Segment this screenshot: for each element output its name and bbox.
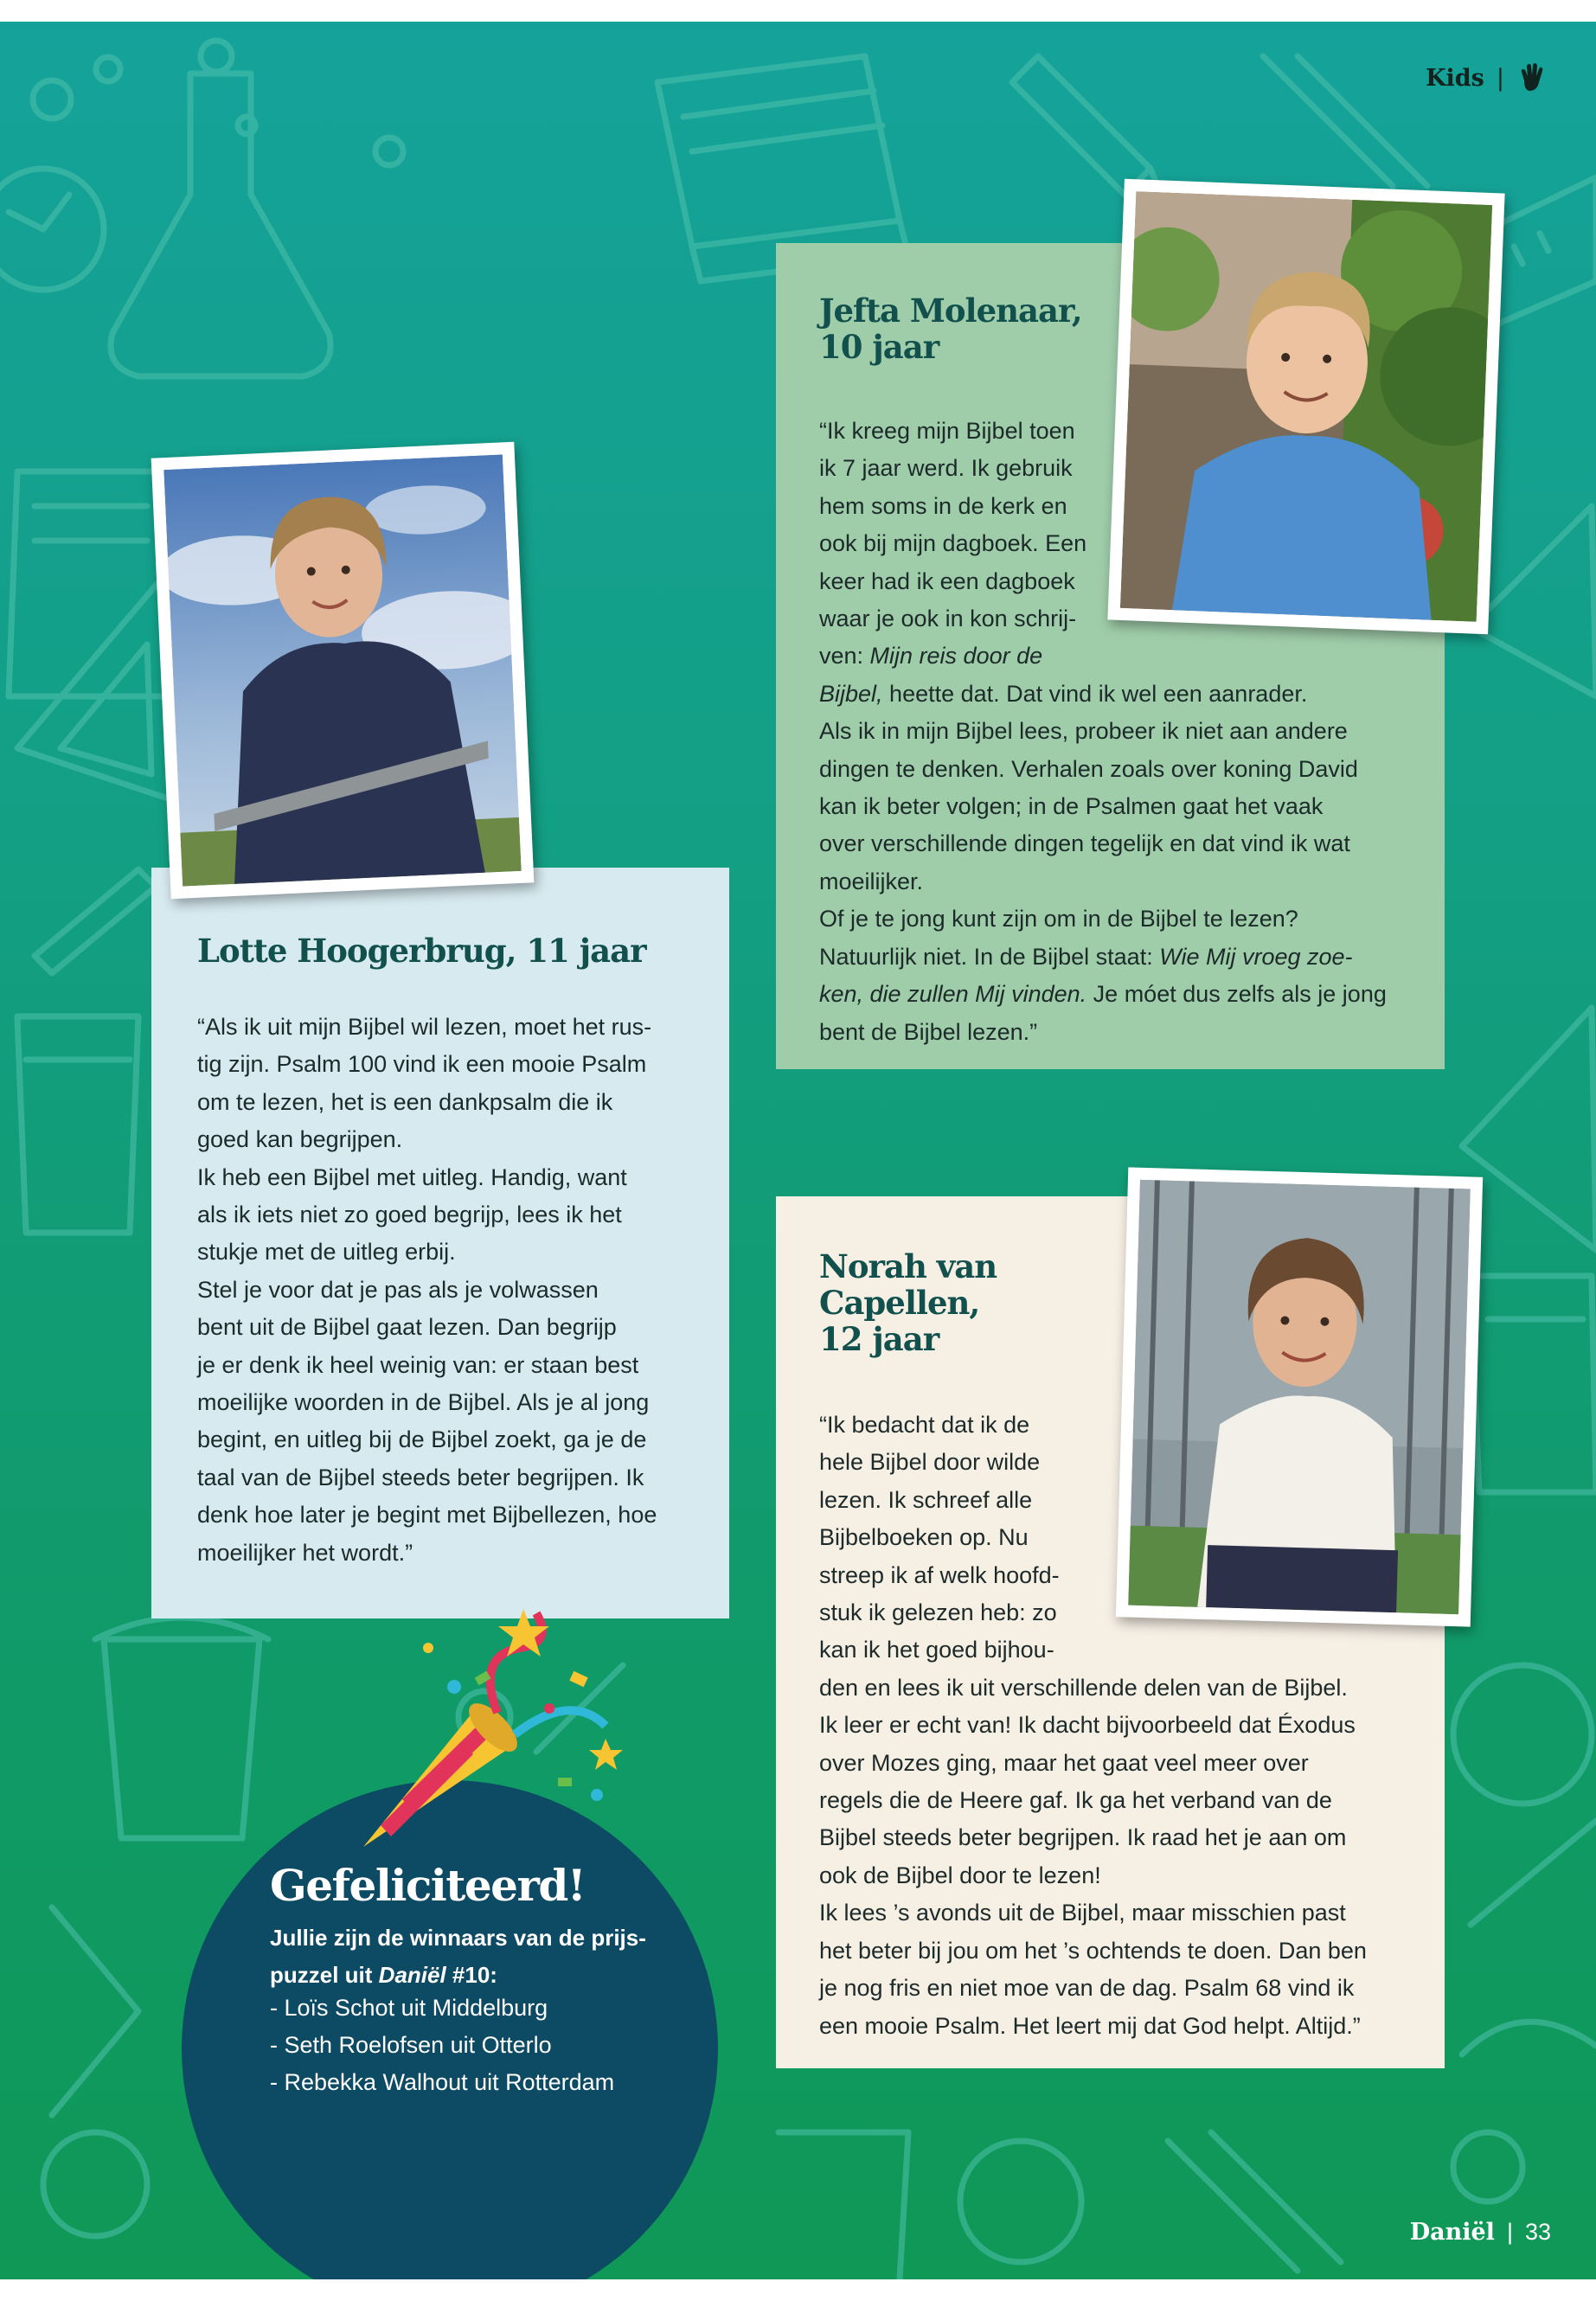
congrats-title: Gefeliciteerd! [270, 1860, 586, 1911]
jefta-photo [1107, 179, 1504, 635]
norah-quote-line: Bijbel steeds beter begrijpen. Ik raad het je aan om [819, 1824, 1347, 1851]
norah-name-heading [819, 1248, 997, 1357]
norah-quote-line: “Ik bedacht dat ik de [819, 1412, 1030, 1438]
norah-name-line-2: Capellen, [819, 1284, 980, 1322]
intro-fragment: #10: [445, 1962, 497, 1988]
jefta-quote-line: ik 7 jaar werd. Ik gebruik [819, 455, 1073, 482]
lotte-quote-line: als ik iets niet zo goed begrijp, lees ik het [197, 1202, 622, 1228]
jefta-quote-line [819, 676, 1387, 713]
jefta-quote-line [819, 939, 1387, 976]
jefta-quote-fragment: Je móet dus zelfs als je jong [1086, 981, 1387, 1008]
norah-quote-line: lezen. Ik schreef alle [819, 1486, 1033, 1513]
norah-quote-line: hele Bijbel door wilde [819, 1449, 1041, 1476]
jefta-quote-line: ook bij mijn dagboek. Een [819, 530, 1087, 557]
jefta-name-line-1: Jefta Molenaar, [819, 292, 1082, 330]
norah-quote-line: over Mozes ging, maar het gaat veel meer over [819, 1749, 1309, 1776]
page-footer [1410, 2219, 1551, 2246]
lotte-photo [151, 442, 535, 900]
lotte-quote-line: moeilijke woorden in de Bijbel. Als je al jong [197, 1389, 650, 1416]
norah-photo [1116, 1167, 1483, 1626]
lotte-quote-line: moeilijker het wordt.” [197, 1539, 413, 1566]
lotte-quote-line: je er denk ik heel weinig van: er staan best [197, 1351, 639, 1378]
footer-separator: | [1506, 2219, 1513, 2245]
lotte-quote-line: denk hoe later je begint met Bijbellezen, hoe [197, 1502, 657, 1529]
congrats-intro [270, 1920, 646, 1994]
jefta-quote-line [819, 976, 1387, 1013]
norah-quote-line: Bijbelboeken op. Nu [819, 1524, 1029, 1551]
jefta-quote-line: “Ik kreeg mijn Bijbel toen [819, 418, 1075, 444]
header-separator: | [1496, 64, 1504, 92]
lotte-portrait-image [163, 454, 521, 886]
jefta-quote-line: bent de Bijbel lezen.” [819, 1018, 1038, 1045]
norah-quote-line: ook de Bijbel door te lezen! [819, 1862, 1101, 1888]
lotte-quote-line: “Als ik uit mijn Bijbel wil lezen, moet het rus- [197, 1014, 652, 1040]
bible-citation-italic: ken, die zullen Mij vinden. [819, 981, 1087, 1008]
norah-name-line-1: Norah van [819, 1247, 997, 1285]
jefta-quote-line: Als ik in mijn Bijbel lees, probeer ik niet aan andere [819, 718, 1348, 745]
jefta-name-line-2: 10 jaar [819, 328, 939, 366]
norah-quote-line: Ik lees ’s avonds uit de Bijbel, maar misschien past [819, 1900, 1346, 1926]
jefta-quote-line: over verschillende dingen tegelijk en dat vind ik wat [819, 830, 1350, 857]
jefta-quote-line: dingen te denken. Verhalen zoals over koning David [819, 755, 1358, 782]
book-title-italic: Mijn reis door de [869, 643, 1043, 670]
lotte-card [151, 868, 729, 1618]
section-label: Kids [1426, 64, 1484, 92]
congrats-intro-line: Jullie zijn de winnaars van de prijs- [270, 1925, 646, 1951]
norah-quote-line: regels die de Heere gaf. Ik ga het verband van de [819, 1787, 1332, 1814]
party-popper-icon [346, 1596, 640, 1856]
jefta-quote-line: hem soms in de kerk en [819, 492, 1067, 519]
jefta-name-heading [819, 292, 1082, 365]
winner-item: - Seth Roelofsen uit Otterlo [270, 2032, 552, 2058]
jefta-quote-fragment: heette dat. Dat vind ik wel een aanrader. [882, 680, 1308, 707]
jefta-quote-line: waar je ook in kon schrij- [819, 606, 1077, 632]
norah-name-line-3: 12 jaar [819, 1320, 939, 1358]
lotte-quote-line: bent uit de Bijbel gaat lezen. Dan begrijp [197, 1314, 617, 1341]
hand-icon [1516, 63, 1546, 93]
jefta-quote-line: kan ik beter volgen; in de Psalmen gaat het vaak [819, 793, 1324, 820]
page-number: 33 [1524, 2219, 1551, 2245]
jefta-quote-fragment: ven: [819, 643, 870, 670]
bible-citation-italic: Wie Mij vroeg zoe- [1159, 943, 1353, 970]
jefta-quote-line: Of je te jong kunt zijn om in de Bijbel te lezen? [819, 906, 1298, 933]
intro-fragment: puzzel uit [270, 1962, 379, 1988]
book-title-italic: Bijbel, [819, 680, 883, 707]
section-header [1426, 63, 1546, 93]
magazine-page [0, 22, 1596, 2279]
jefta-quote-fragment: Natuurlijk niet. In de Bijbel staat: [819, 943, 1160, 970]
lotte-quote [197, 1009, 657, 1572]
magazine-name: Daniël [1409, 2219, 1495, 2246]
lotte-quote-line: taal van de Bijbel steeds beter begrijpen. Ik [197, 1464, 644, 1490]
magazine-name-italic: Daniël [378, 1962, 446, 1988]
norah-quote-line: Ik leer er echt van! Ik dacht bijvoorbeeld dat Éxodus [819, 1712, 1356, 1739]
norah-quote-line: stuk ik gelezen heb: zo [819, 1599, 1057, 1626]
norah-quote-line: het beter bij jou om het ’s ochtends te doen. Dan ben [819, 1937, 1367, 1964]
winners-list [270, 1990, 614, 2101]
lotte-quote-line: stukje met de uitleg erbij. [197, 1239, 456, 1266]
lotte-quote-line: begint, en uitleg bij de Bijbel zoekt, ga je de [197, 1426, 647, 1453]
congrats-intro-line [270, 1957, 646, 1994]
lotte-quote-line: Stel je voor dat je pas als je volwassen [197, 1276, 599, 1303]
lotte-quote-line: om te lezen, het is een dankpsalm die ik [197, 1088, 613, 1115]
winner-item: - Loïs Schot uit Middelburg [270, 1995, 548, 2021]
lotte-name-heading: Lotte Hoogerbrug, 11 jaar [197, 932, 646, 970]
norah-quote-line: den en lees ik uit verschillende delen van de Bijbel. [819, 1674, 1348, 1701]
jefta-quote-line [819, 638, 1387, 675]
lotte-quote-line: goed kan begrijpen. [197, 1126, 403, 1153]
lotte-quote-line: Ik heb een Bijbel met uitleg. Handig, want [197, 1163, 627, 1190]
norah-quote-line: streep ik af welk hoofd- [819, 1561, 1060, 1588]
lotte-quote-line: tig zijn. Psalm 100 vind ik een mooie Psalm [197, 1051, 647, 1078]
winner-item: - Rebekka Walhout uit Rotterdam [270, 2069, 615, 2095]
norah-quote-line: een mooie Psalm. Het leert mij dat God helpt. Altijd.” [819, 2012, 1361, 2039]
jefta-quote-line: moeilijker. [819, 868, 924, 894]
norah-portrait-image [1128, 1180, 1471, 1614]
norah-quote-line: kan ik het goed bijhou- [819, 1637, 1054, 1663]
jefta-portrait-image [1120, 191, 1492, 621]
norah-quote-line: je nog fris en niet moe van de dag. Psalm 68 vind ik [819, 1975, 1355, 2002]
jefta-quote-line: keer had ik een dagboek [819, 567, 1075, 594]
